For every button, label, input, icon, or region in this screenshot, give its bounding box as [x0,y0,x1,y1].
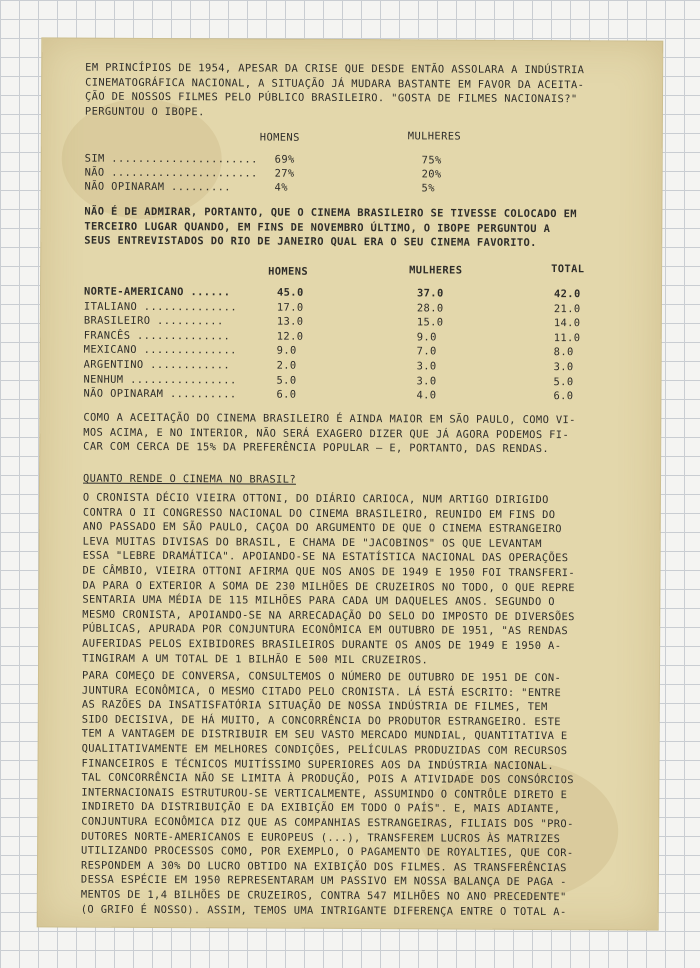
table-row [83,388,623,405]
cell-label: NORTE-AMERICANO ...... [83,285,231,299]
text-line: PARA COMEÇO DE CONVERSA, CONSULTEMOS O NÚMERO DE OUTUBRO DE 1951 DE CON- [81,669,562,685]
cell-homens: 2.0 [276,359,297,372]
section-heading: QUANTO RENDE O CINEMA NO BRASIL? [82,472,297,486]
cell-label: ARGENTINO ............ [83,358,231,372]
cell-homens: 45.0 [276,286,304,299]
typed-document-page [38,38,663,929]
third-paragraph [83,411,641,456]
cell-mulheres: 28.0 [416,301,444,315]
text-line: COMO A ACEITAÇÃO DO CINEMA BRASILEIRO É AINDA MAIOR EM SÃO PAULO, COMO VI- [83,411,576,427]
cell-homens: 17.0 [276,301,304,314]
text-line: DE CÂMBIO, VIEIRA OTTONI AFIRMA QUE NOS ANOS DE 1949 E 1950 FOI TRANSFERI- [82,564,576,580]
cell-mulheres: 75% [421,154,442,167]
text-line: ESSA "LEBRE DRAMÁTICA". APOIANDO-SE NA ESTATÍSTICA NACIONAL DAS OPERAÇÕES [82,549,569,565]
cell-label: NÃO OPINARAM .......... [83,387,237,401]
text-line: DESSA ESPÉCIE EM 1950 REPRESENTARAM UM PASSIVO EM NOSSA BALANÇA DE PAGA - [80,873,567,889]
cell-total: 6.0 [553,390,574,403]
text-line: MENTOS DE 1,4 BILHÕES DE CRUZEIROS, CONTRA 547 MILHÕES NO ANO PRECEDENTE" [80,888,567,904]
table1-header-mulheres: MULHERES [407,130,462,143]
text-line: DA PARA O EXTERIOR A SOMA DE 230 MILHÕES DE CRUZEIROS NO TODO, O QUE REPRE [82,579,576,594]
text-line: CINEMATOGRÁFICA NACIONAL, A SITUAÇÃO JÁ MUDARA BASTANTE EM FAVOR DA ACEITA- [85,76,585,91]
text-line: RESPONDEM A 30% DO LUCRO OBTIDO NA EXIBIÇÃO DOS FILMES. AS TRANSFERÊNCIAS [80,859,567,874]
text-line: CAR COM CERCA DE 15% DA PREFERÊNCIA POPULAR — E, PORTANTO, DAS RENDAS. [83,440,550,456]
second-paragraph [84,205,642,249]
text-line: QUALITATIVAMENTE EM MELHORES CONDIÇÕES, PELÍCULAS PRODUZIDAS COM RECURSOS [81,742,568,758]
cell-mulheres: 37.0 [416,287,444,300]
cell-total: 11.0 [553,331,581,345]
cell-homens: 9.0 [276,345,297,358]
cell-label: NENHUM ................ [83,373,237,386]
table2-header-mulheres: MULHERES [409,264,463,277]
text-line: TEM A VANTAGEM DE DISTRIBUIR EM SEU VASTO MERCADO MUNDIAL, QUANTITATIVA E [81,727,568,743]
text-line: MOS ACIMA, E NO INTERIOR, NÃO SERÁ EXAGERO DIZER QUE JÁ AGORA PODEMOS FI- [83,426,570,441]
cell-mulheres: 5% [421,182,435,195]
cell-mulheres: 4.0 [416,389,437,402]
text-line: O CRONISTA DÉCIO VIEIRA OTTONI, DO DIÁRIO CARIOCA, NUM ARTIGO DIRIGIDO [82,491,549,507]
cell-total: 14.0 [553,317,581,330]
text-line: (O GRIFO É NOSSO). ASSIM, TEMOS UMA INTRIGANTE DIFERENÇA ENTRE O TOTAL A- [80,903,567,918]
text-line: AUFERIDAS PELOS EXIBIDORES BRASILEIROS DURANTE OS ANOS DE 1949 E 1950 A- [82,637,562,653]
cell-label: MEXICANO .............. [83,343,237,357]
cell-total: 42.0 [553,288,581,301]
cell-mulheres: 3.0 [416,360,437,373]
cell-label: NÃO OPINARAM ......... [84,180,232,194]
fourth-paragraph [82,491,641,667]
table-row [85,181,625,198]
cell-homens: 5.0 [276,374,297,387]
cell-mulheres: 7.0 [416,345,437,358]
text-line: SENTARIA UMA MÉDIA DE 115 MILHÕES PARA CADA UM DAQUELES ANOS. SEGUNDO O [82,593,555,609]
cell-mulheres: 3.0 [416,374,437,388]
text-line: INDIRETO DA DISTRIBUIÇÃO E DA EXIBIÇÃO EM TODO O PAÍS". E, MAIS ADIANTE, [81,800,561,816]
text-line: JUNTURA ECONÔMICA, O MESMO CITADO PELO CRONISTA. LÁ ESTÁ ESCRITO: "ENTRE [81,684,562,699]
text-line: EM PRINCÍPIOS DE 1954, APESAR DA CRISE QUE DESDE ENTÃO ASSOLARA A INDÚSTRIA [85,61,585,77]
cell-mulheres: 9.0 [416,331,437,344]
text-line: AS RAZÕES DA INSATISFATÓRIA SITUAÇÃO DE NOSSA INDÚSTRIA DE FILMES, TEM [81,698,548,714]
cell-homens: 27% [274,167,295,180]
text-line: PÚBLICAS, APURADA POR CONJUNTURA ECONÔMICA EM OUTUBRO DE 1951, "AS RENDAS [82,622,569,638]
cell-homens: 12.0 [276,330,304,343]
cell-label: ITALIANO .............. [83,300,238,313]
text-line: DUTORES NORTE-AMERICANOS E EUROPEUS (...), TRANSFEREM LUCROS ÀS MATRIZES [81,830,561,845]
text-line: TERCEIRO LUGAR QUANDO, EM FINS DE NOVEMBRO ÚLTIMO, O IBOPE PERGUNTOU A [84,220,551,235]
cell-homens: 13.0 [276,315,304,328]
text-line: CONTRA O II CONGRESSO NACIONAL DO CINEMA BRASILEIRO, REUNIDO EM FINS DO [82,506,556,521]
text-line: MESMO CRONISTA, APOIANDO-SE NA ARRECADAÇÃO DO SELO DO IMPOSTO DE DIVERSÕES [82,608,575,623]
fifth-paragraph [80,669,640,918]
text-line: FINANCEIROS E TÉCNICOS MUITÍSSIMO SUPERIORES AOS DA INDÚSTRIA NACIONAL. [81,757,555,772]
text-line: INTERNACIONAIS ESTRUTUROU-SE VERTICALMENTE, ASSUMINDO O CONTRÔLE DIRETO E [81,786,568,801]
cell-label: NÃO ...................... [84,166,258,180]
table1-header-homens: HOMENS [259,131,300,144]
intro-paragraph [84,61,643,118]
text-line: ÇÃO DE NOSSOS FILMES PELO PÚBLICO BRASILEIRO. "GOSTA DE FILMES NACIONAIS?" [84,90,578,106]
text-line: TAL CONCORRÊNCIA NÃO SE LIMITA À PRODUÇÃO, POIS A ATIVIDADE DOS CONSÓRCIOS [81,771,575,787]
cell-homens: 6.0 [276,388,297,401]
cell-total: 5.0 [553,375,574,388]
cell-label: FRANCÊS .............. [83,329,231,343]
text-line: CONJUNTURA ECONÔMICA DIZ QUE AS COMPANHIAS ESTRANGEIRAS, FILIAIS DOS "PRO- [81,815,574,831]
text-line: ANO PASSADO EM SÃO PAULO, CAÇOA DO ARGUMENTO DE QUE O CINEMA ESTRANGEIRO [82,520,563,536]
text-line: LEVA MUITAS DIVISAS DO BRASIL, E CHAMA DE "JACOBINOS" OS QUE LEVANTAM [82,535,542,550]
cell-total: 8.0 [553,346,574,359]
text-line: UTILIZANDO PROCESSOS COMO, POR EXEMPLO, O PAGAMENTO DE ROYALTIES, QUE COR- [81,844,574,860]
cell-label: SIM ...................... [84,152,258,166]
table2-header-total: TOTAL [551,263,585,276]
cell-mulheres: 15.0 [416,316,444,329]
table2-header-homens: HOMENS [268,265,309,278]
text-line: NÃO É DE ADMIRAR, PORTANTO, QUE O CINEMA BRASILEIRO SE TIVESSE COLOCADO EM [84,205,577,221]
cell-total: 21.0 [553,302,581,315]
text-line: PERGUNTOU O IBOPE. [84,105,205,118]
cell-homens: 69% [274,153,295,166]
text-line: TINGIRAM A UM TOTAL DE 1 BILHÃO E 500 MIL CRUZEIROS. [82,652,429,667]
cell-total: 3.0 [553,361,574,374]
cell-mulheres: 20% [421,168,442,181]
text-line: SEUS ENTREVISTADOS DO RIO DE JANEIRO QUAL ERA O SEU CINEMA FAVORITO. [84,234,537,249]
text-line: SIDO DECISIVA, DE HÁ MUITO, A CONCORRÊNCIA DO PRODUTOR ESTRANGEIRO. ESTE [81,713,562,728]
cell-homens: 4% [274,181,288,194]
cell-label: BRASILEIRO .......... [83,314,224,328]
